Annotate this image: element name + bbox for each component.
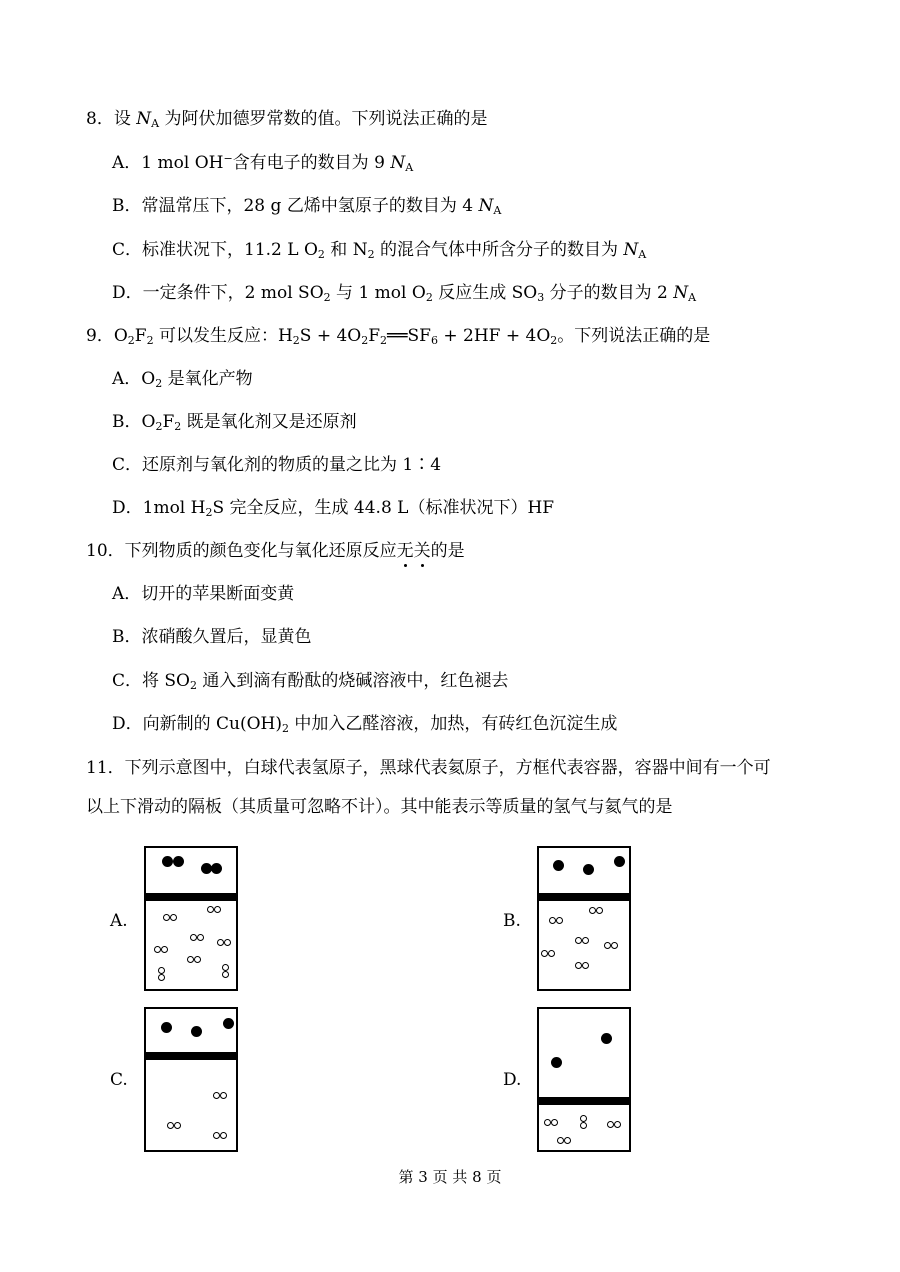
- hydrogen-atom: [614, 1121, 621, 1128]
- q8-option-b: B．常温常压下，28 g 乙烯中氢原子的数目为 4 $N_A$: [112, 196, 502, 217]
- helium-atom: [162, 856, 173, 867]
- hydrogen-atom: [213, 1092, 220, 1099]
- q8-stem: 8．设 $N_A$ 为阿伏加德罗常数的值。下列说法正确的是: [86, 109, 488, 130]
- hydrogen-atom: [549, 917, 556, 924]
- q10-stem: 10．下列物质的颜色变化与氧化还原反应无关的是: [86, 541, 465, 561]
- diagram-c-container: [144, 1007, 238, 1152]
- q8-option-d: D．一定条件下，2 mol $SO_2$ 与 1 mol $O_2$ 反应生成 $SO_3$ 分子的数目为 2 $N_A$: [112, 283, 697, 304]
- diagram-c-label: C.: [110, 1070, 128, 1090]
- q9-option-b: B．$O_2F_2$ 既是氧化剂又是还原剂: [112, 412, 357, 433]
- hydrogen-atom: [589, 907, 596, 914]
- helium-atom: [601, 1033, 612, 1044]
- helium-atom: [191, 1026, 202, 1037]
- hydrogen-atom: [220, 1132, 227, 1139]
- hydrogen-atom: [213, 1132, 220, 1139]
- hydrogen-atom: [214, 906, 221, 913]
- partition: [539, 1097, 629, 1105]
- hydrogen-atom: [607, 1121, 614, 1128]
- hydrogen-atom: [167, 1122, 174, 1129]
- q9-option-c: C．还原剂与氧化剂的物质的量之比为 1∶4: [112, 455, 442, 475]
- hydrogen-atom: [580, 1115, 587, 1122]
- hydrogen-atom: [611, 942, 618, 949]
- hydrogen-atom: [197, 934, 204, 941]
- q10-option-c: C．将 $SO_2$ 通入到滴有酚酞的烧碱溶液中，红色褪去: [112, 671, 509, 692]
- hydrogen-atom: [582, 962, 589, 969]
- hydrogen-atom: [170, 914, 177, 921]
- hydrogen-atom: [544, 1119, 551, 1126]
- emphasis-char: 无: [396, 541, 414, 561]
- partition: [146, 1052, 236, 1060]
- q8-option-a: A．1 mol OH−含有电子的数目为 9 $N_A$: [112, 152, 414, 174]
- hydrogen-atom: [220, 1092, 227, 1099]
- diagram-a-container: [144, 846, 238, 991]
- hydrogen-atom: [575, 937, 582, 944]
- emphasis-char: 关: [413, 541, 431, 561]
- q8-option-c: C．标准状况下，11.2 L $O_2$ 和 $N_2$ 的混合气体中所含分子的数目为 $N_A$: [112, 240, 647, 261]
- helium-atom: [223, 1018, 234, 1029]
- hydrogen-atom: [222, 964, 229, 971]
- helium-atom: [614, 856, 625, 867]
- diagram-b-container: [537, 846, 631, 991]
- diagram-d-container: [537, 1007, 631, 1152]
- hydrogen-atom: [187, 956, 194, 963]
- q9-stem: 9．$O_2F_2$ 可以发生反应：$H_2S$ + $4O_2F_2══SF_6 + 2HF + 4O_2$。下列说法正确的是: [86, 326, 711, 347]
- hydrogen-atom: [163, 914, 170, 921]
- hydrogen-atom: [596, 907, 603, 914]
- diagram-a-label: A.: [110, 911, 128, 931]
- helium-atom: [553, 860, 564, 871]
- hydrogen-atom: [174, 1122, 181, 1129]
- hydrogen-atom: [158, 974, 165, 981]
- diagram-d-label: D.: [503, 1070, 522, 1090]
- hydrogen-atom: [217, 939, 224, 946]
- helium-atom: [583, 864, 594, 875]
- partition: [539, 893, 629, 901]
- hydrogen-atom: [556, 917, 563, 924]
- hydrogen-atom: [158, 967, 165, 974]
- helium-atom: [173, 856, 184, 867]
- hydrogen-atom: [207, 906, 214, 913]
- page-footer: 第 3 页 共 8 页: [398, 1168, 502, 1186]
- hydrogen-atom: [575, 962, 582, 969]
- hydrogen-atom: [564, 1137, 571, 1144]
- hydrogen-atom: [582, 937, 589, 944]
- q10-option-d: D．向新制的 $Cu(OH)_2$ 中加入乙醛溶液，加热，有砖红色沉淀生成: [112, 714, 618, 735]
- hydrogen-atom: [161, 946, 168, 953]
- hydrogen-atom: [190, 934, 197, 941]
- partition: [146, 893, 236, 901]
- helium-atom: [161, 1022, 172, 1033]
- hydrogen-atom: [551, 1119, 558, 1126]
- q9-option-a: A．$O_2$ 是氧化产物: [112, 369, 253, 390]
- hydrogen-atom: [154, 946, 161, 953]
- hydrogen-atom: [548, 950, 555, 957]
- hydrogen-atom: [222, 971, 229, 978]
- hydrogen-atom: [604, 942, 611, 949]
- helium-atom: [211, 863, 222, 874]
- hydrogen-atom: [194, 956, 201, 963]
- q11-stem-line1: 11．下列示意图中，白球代表氢原子，黑球代表氦原子，方框代表容器，容器中间有一个可: [86, 758, 771, 778]
- q9-option-d: D．1mol $H_2S$ 完全反应，生成 44.8 L（标准状况下）HF: [112, 498, 555, 519]
- hydrogen-atom: [224, 939, 231, 946]
- helium-atom: [551, 1057, 562, 1068]
- hydrogen-atom: [580, 1122, 587, 1129]
- q10-option-b: B．浓硝酸久置后，显黄色: [112, 627, 312, 647]
- q11-stem-line2: 以上下滑动的隔板（其质量可忽略不计）。其中能表示等质量的氢气与氦气的是: [86, 797, 673, 817]
- q10-option-a: A．切开的苹果断面变黄: [112, 584, 295, 604]
- hydrogen-atom: [557, 1137, 564, 1144]
- hydrogen-atom: [541, 950, 548, 957]
- diagram-b-label: B.: [503, 911, 521, 931]
